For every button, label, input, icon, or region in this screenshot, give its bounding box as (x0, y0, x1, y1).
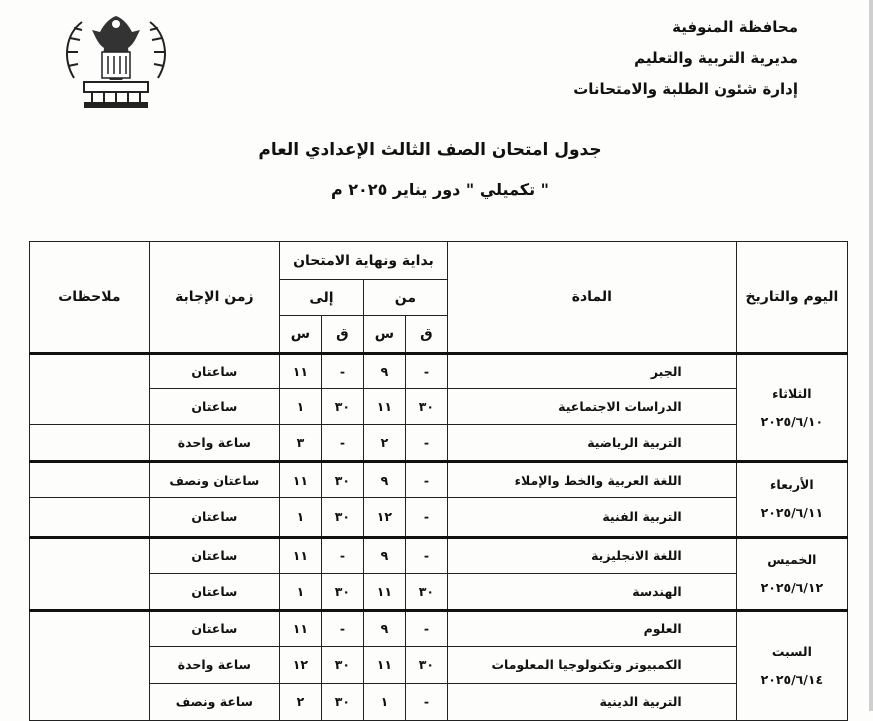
subject-cell: العلوم (447, 610, 736, 646)
subject-cell: الدراسات الاجتماعية (447, 389, 736, 425)
duration-cell: ساعة واحدة (149, 646, 279, 683)
subject-cell: التربية الدينية (447, 683, 736, 720)
header-row (30, 242, 848, 280)
to-minute-cell: ٣٠ (321, 462, 363, 498)
from-minute-cell: - (405, 610, 447, 646)
notes-cell (30, 498, 150, 537)
eagle-emblem-icon (52, 8, 180, 114)
subject-cell: التربية الفنية (447, 498, 736, 537)
from-hour-cell: ٢ (363, 425, 405, 462)
to-hour-cell: ١١ (279, 610, 321, 646)
day-name: السبت (771, 643, 812, 659)
header-notes: ملاحظات (30, 242, 150, 354)
duration-cell: ساعة ونصف (149, 683, 279, 720)
from-minute-cell: ٣٠ (405, 646, 447, 683)
header-from: من (363, 280, 447, 316)
duration-cell: ساعتان (149, 354, 279, 389)
from-hour-cell: ٩ (363, 462, 405, 498)
to-hour-cell: ١ (279, 573, 321, 610)
from-hour-cell: ١ (363, 683, 405, 720)
table-row (30, 610, 848, 646)
from-hour-cell: ١١ (363, 389, 405, 425)
to-minute-cell: ٣٠ (321, 498, 363, 537)
page-subtitle: " تكميلي " دور يناير ٢٠٢٥ م (330, 180, 550, 199)
subject-cell: الجبر (447, 354, 736, 389)
day-cell (736, 537, 847, 610)
table-row (30, 646, 848, 683)
table-row (30, 354, 848, 389)
from-hour-cell: ٩ (363, 610, 405, 646)
table-row (30, 425, 848, 462)
from-hour-cell: ١٢ (363, 498, 405, 537)
header-minute: ق (405, 316, 447, 354)
duration-cell: ساعتان ونصف (149, 462, 279, 498)
header-duration: زمن الإجابة (149, 242, 279, 354)
day-name: الخميس (767, 551, 817, 567)
from-minute-cell: - (405, 462, 447, 498)
to-hour-cell: ٣ (279, 425, 321, 462)
duration-cell: ساعتان (149, 573, 279, 610)
table-row (30, 498, 848, 537)
from-minute-cell: ٣٠ (405, 573, 447, 610)
exam-schedule-table (29, 241, 848, 721)
administration-name: إدارة شئون الطلبة والامتحانات (573, 80, 798, 98)
notes-cell (30, 462, 150, 498)
to-hour-cell: ١١ (279, 354, 321, 389)
subject-cell: اللغة الانجليزية (447, 537, 736, 573)
to-hour-cell: ١١ (279, 537, 321, 573)
notes-cell (30, 537, 150, 610)
from-minute-cell: ٣٠ (405, 389, 447, 425)
table-row (30, 389, 848, 425)
to-minute-cell: - (321, 610, 363, 646)
page-title: جدول امتحان الصف الثالث الإعدادي العام (258, 140, 602, 160)
to-minute-cell: ٣٠ (321, 389, 363, 425)
day-date: ٢٠٢٥/٦/١٠ (760, 413, 824, 429)
day-date: ٢٠٢٥/٦/١١ (760, 505, 824, 521)
header-minute: ق (321, 316, 363, 354)
day-name: الأربعاء (770, 477, 814, 493)
governorate-name: محافظة المنوفية (672, 18, 798, 36)
table-row (30, 537, 848, 573)
subject-cell: الكمبيوتر وتكنولوجيا المعلومات (447, 646, 736, 683)
day-date: ٢٠٢٥/٦/١٤ (760, 671, 824, 687)
notes-cell (30, 425, 150, 462)
from-minute-cell: - (405, 683, 447, 720)
notes-cell (30, 354, 150, 425)
to-hour-cell: ١١ (279, 462, 321, 498)
to-minute-cell: - (321, 537, 363, 573)
from-hour-cell: ٩ (363, 354, 405, 389)
to-hour-cell: ٢ (279, 683, 321, 720)
directorate-name: مديرية التربية والتعليم (634, 49, 798, 67)
issuer-block (573, 12, 798, 105)
scan-edge (869, 0, 873, 711)
from-minute-cell: - (405, 354, 447, 389)
from-minute-cell: - (405, 498, 447, 537)
to-hour-cell: ١٢ (279, 646, 321, 683)
to-minute-cell: ٣٠ (321, 683, 363, 720)
from-minute-cell: - (405, 537, 447, 573)
header-subject: المادة (447, 242, 736, 354)
to-minute-cell: - (321, 354, 363, 389)
duration-cell: ساعة واحدة (149, 425, 279, 462)
to-minute-cell: ٣٠ (321, 646, 363, 683)
notes-cell (30, 610, 150, 720)
duration-cell: ساعتان (149, 537, 279, 573)
duration-cell: ساعتان (149, 389, 279, 425)
from-minute-cell: - (405, 425, 447, 462)
header-exam-span: بداية ونهاية الامتحان (279, 242, 447, 280)
subject-cell: اللغة العربية والخط والإملاء (447, 462, 736, 498)
day-cell (736, 462, 847, 537)
duration-cell: ساعتان (149, 610, 279, 646)
from-hour-cell: ١١ (363, 646, 405, 683)
day-cell (736, 354, 847, 462)
header-hour: س (363, 316, 405, 354)
from-hour-cell: ١١ (363, 573, 405, 610)
to-minute-cell: ٣٠ (321, 573, 363, 610)
from-hour-cell: ٩ (363, 537, 405, 573)
table-row (30, 462, 848, 498)
subject-cell: التربية الرياضية (447, 425, 736, 462)
header-day: اليوم والتاريخ (736, 242, 847, 354)
day-date: ٢٠٢٥/٦/١٢ (760, 579, 824, 595)
table-row (30, 573, 848, 610)
duration-cell: ساعتان (149, 498, 279, 537)
to-minute-cell: - (321, 425, 363, 462)
header-to: إلى (279, 280, 363, 316)
table-row (30, 683, 848, 720)
day-cell (736, 610, 847, 720)
subject-cell: الهندسة (447, 573, 736, 610)
to-hour-cell: ١ (279, 389, 321, 425)
header-hour: س (279, 316, 321, 354)
day-name: الثلاثاء (772, 385, 812, 401)
to-hour-cell: ١ (279, 498, 321, 537)
